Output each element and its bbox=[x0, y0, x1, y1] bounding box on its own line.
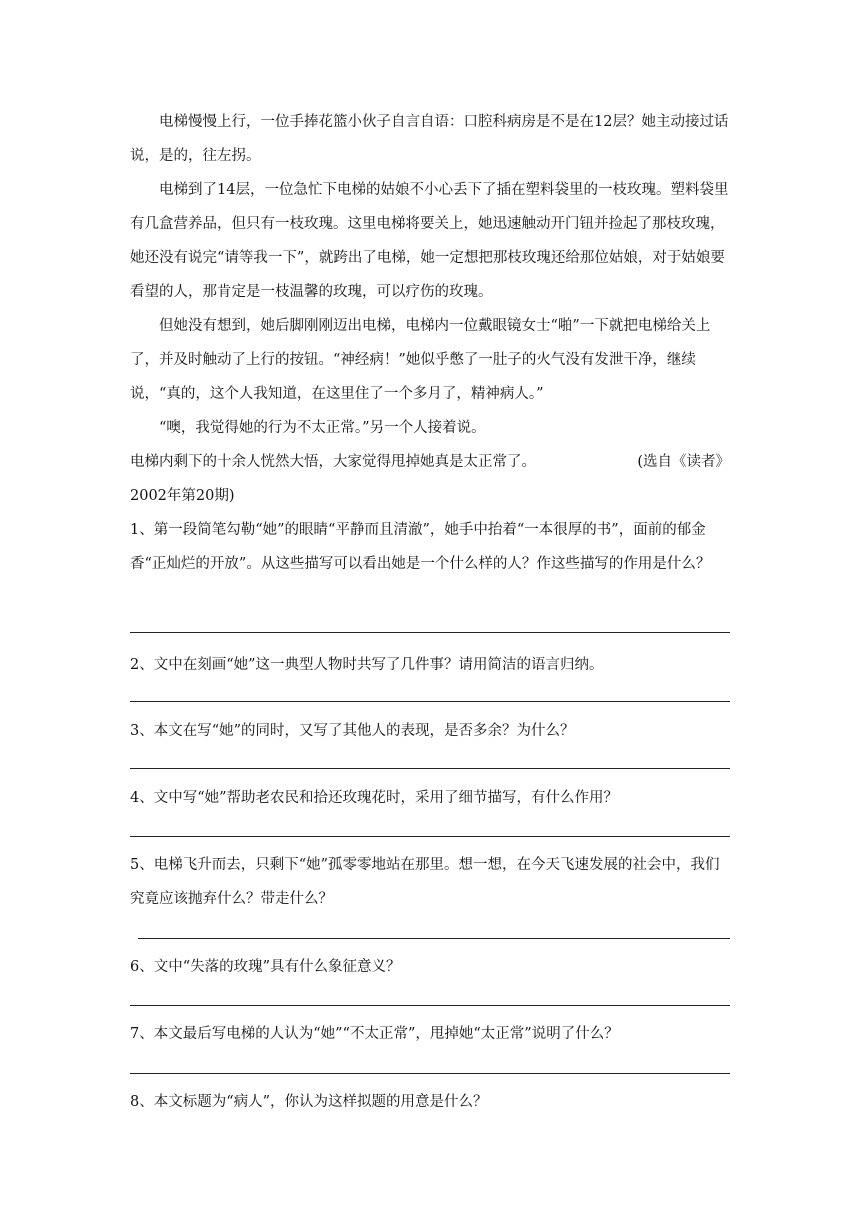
source-citation-head: (选自《读者》 bbox=[637, 454, 730, 470]
passage-closing-sentence: 电梯内剩下的十余人恍然大悟，大家觉得甩掉她真是太正常了。 bbox=[130, 454, 536, 470]
answer-line-6[interactable] bbox=[130, 1005, 730, 1006]
answer-line-1[interactable] bbox=[130, 632, 730, 633]
answer-line-5[interactable] bbox=[138, 938, 730, 939]
question-6: 6、文中“失落的玫瑰”具有什么象征意义？ bbox=[130, 959, 401, 975]
answer-line-7[interactable] bbox=[130, 1073, 730, 1074]
answer-line-3[interactable] bbox=[130, 768, 730, 769]
passage-paragraph-2: 电梯到了14层，一位急忙下电梯的姑娘不小心丢下了插在塑料袋里的一枝玫瑰。塑料袋里有几盒营养品，但只有一枝玫瑰。这里电梯将要关上，她迅速触动开门钮并捡起了那枝玫瑰，她还没有说完“请等我一下”，就跨出了电梯，她一定想把那枝玫瑰还给那位姑娘，对于姑娘要看望的人，那肯定是一枝温馨的玫瑰，可以疗伤的玫瑰。 bbox=[130, 182, 729, 300]
question-8: 8、本文标题为“病人”，你认为这样拟题的用意是什么？ bbox=[130, 1094, 488, 1110]
question-1: 1、第一段简笔勾勒“她”的眼睛“平静而且清澈”，她手中抬着“一本很厚的书”，面前的郁金香“正灿烂的开放”。从这些描写可以看出她是一个什么样的人？作这些描写的作用是什么？ bbox=[130, 522, 711, 572]
passage-paragraph-1: 电梯慢慢上行，一位手捧花篮小伙子自言自语：口腔科病房是不是在12层？她主动接过话说，是的，往左拐。 bbox=[130, 114, 729, 164]
question-3: 3、本文在写“她”的同时，又写了其他人的表现，是否多余？为什么？ bbox=[130, 723, 575, 739]
source-citation-tail: 2002年第20期) bbox=[130, 488, 235, 504]
passage-paragraph-4: “噢，我觉得她的行为不太正常。”另一个人接着说。 bbox=[159, 420, 486, 436]
passage-paragraph-5 bbox=[130, 445, 730, 479]
question-5: 5、电梯飞升而去，只剩下“她”孤零零地站在那里。想一想，在今天飞速发展的社会中，我们究竟应该抛弃什么？带走什么？ bbox=[130, 857, 720, 907]
answer-line-2[interactable] bbox=[130, 701, 730, 702]
answer-line-4[interactable] bbox=[130, 836, 730, 837]
question-2: 2、文中在刻画“她”这一典型人物时共写了几件事？请用简洁的语言归纳。 bbox=[130, 657, 604, 673]
passage-paragraph-3: 但她没有想到，她后脚刚刚迈出电梯，电梯内一位戴眼镜女士“啪”一下就把电梯给关上了，并及时触动了上行的按钮。“神经病！”她似乎憋了一肚子的火气没有发泄干净，继续说，“真的，这个人我知道，在这里住了一个多月了，精神病人。” bbox=[130, 318, 711, 402]
question-7: 7、本文最后写电梯的人认为“她”“不太正常”，甩掉她“太正常”说明了什么？ bbox=[130, 1026, 619, 1042]
question-4: 4、文中写“她”帮助老农民和拾还玫瑰花时，采用了细节描写，有什么作用？ bbox=[130, 790, 619, 806]
